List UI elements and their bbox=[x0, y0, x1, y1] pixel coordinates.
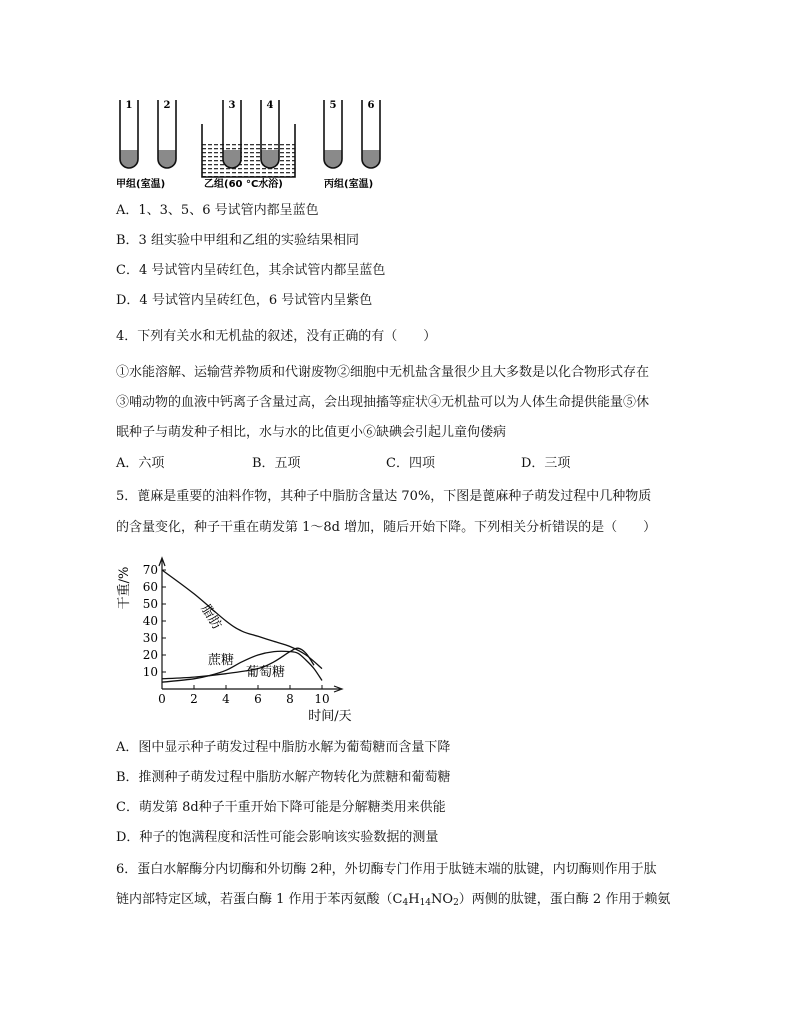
q4-option-c: C．四项 bbox=[386, 456, 435, 471]
chart-y-axis-label: 干重/% bbox=[117, 566, 132, 610]
chart-x-axis-label: 时间/天 bbox=[308, 709, 352, 724]
test-tube-5 bbox=[324, 100, 342, 168]
q3-option-c: C．4 号试管内呈砖红色，其余试管内都呈蓝色 bbox=[116, 263, 386, 278]
q6-line-2-a: 链内部特定区域，若蛋白酶 1 作用于苯丙氨酸（C bbox=[116, 892, 403, 907]
q5-stem-line-2: 的含量变化，种子干重在萌发第 1～8d 增加，随后开始下降。下列相关分析错误的是（ ） bbox=[116, 520, 657, 535]
q6-sub-1: 4 bbox=[402, 898, 409, 908]
test-tube-figure bbox=[112, 92, 402, 192]
x-tick-label: 8 bbox=[286, 692, 294, 706]
tube-number-label: 6 bbox=[367, 100, 375, 111]
test-tube-4 bbox=[261, 100, 279, 168]
q6-line-2 bbox=[116, 891, 670, 912]
q4-line-1: ①水能溶解、运输营养物质和代谢废物②细胞中无机盐含量很少且大多数是以化合物形式存在 bbox=[116, 365, 650, 380]
tube-number-label: 3 bbox=[228, 100, 236, 111]
q6-sub-2: 14 bbox=[419, 898, 432, 908]
q4-stem: 4．下列有关水和无机盐的叙述，没有正确的有（ ） bbox=[116, 329, 437, 344]
y-tick-label: 20 bbox=[142, 648, 158, 662]
x-tick-label: 6 bbox=[254, 692, 262, 706]
y-tick-label: 40 bbox=[142, 614, 158, 628]
y-tick-label: 30 bbox=[142, 631, 158, 645]
q6-line-1: 6．蛋白水解酶分内切酶和外切酶 2种，外切酶专门作用于肽链末端的肽键，内切酶则作用于肽 bbox=[116, 862, 657, 877]
q3-option-d: D．4 号试管内呈砖红色，6 号试管内呈紫色 bbox=[116, 293, 373, 308]
q4-line-2: ③哺动物的血液中钙离子含量过高，会出现抽搐等症状④无机盐可以为人体生命提供能量⑤休 bbox=[116, 395, 650, 410]
x-tick-label: 0 bbox=[158, 692, 166, 706]
tube-number-label: 1 bbox=[125, 100, 133, 111]
y-tick-label: 70 bbox=[142, 563, 158, 577]
q5-stem-line-1: 5．蓖麻是重要的油料作物，其种子中脂肪含量达 70%，下图是蓖麻种子萌发过程中几种物质 bbox=[116, 489, 652, 504]
q6-line-2-b: H bbox=[408, 892, 420, 907]
q5-option-c: C．萌发第 8d种子干重开始下降可能是分解糖类用来供能 bbox=[116, 800, 446, 815]
water-bath-beaker bbox=[202, 124, 295, 177]
group-label-jia: 甲组(室温) bbox=[116, 179, 166, 190]
y-tick-label: 60 bbox=[142, 580, 158, 594]
q5-option-a: A．图中显示种子萌发过程中脂肪水解为葡萄糖而含量下降 bbox=[116, 740, 451, 755]
group-label-bing: 丙组(室温) bbox=[324, 179, 374, 190]
y-tick-label: 10 bbox=[142, 665, 158, 679]
q6-line-2-c: NO bbox=[431, 892, 454, 907]
test-tube-3 bbox=[223, 100, 241, 168]
tube-number-label: 5 bbox=[329, 100, 337, 111]
series-label-glucose: 葡萄糖 bbox=[246, 665, 286, 680]
tube-number-label: 4 bbox=[266, 100, 274, 111]
q3-option-b: B．3 组实验中甲组和乙组的实验结果相同 bbox=[116, 233, 359, 248]
y-tick-label: 50 bbox=[142, 597, 158, 611]
test-tube-2 bbox=[158, 100, 176, 168]
q5-option-b: B．推测种子萌发过程中脂肪水解产物转化为蔗糖和葡萄糖 bbox=[116, 770, 451, 785]
test-tube-1 bbox=[120, 100, 138, 168]
q4-option-a: A．六项 bbox=[116, 456, 165, 471]
q4-line-3: 眠种子与萌发种子相比，水与水的比值更小⑥缺碘会引起儿童佝偻病 bbox=[116, 425, 507, 440]
q6-line-2-d: ）两侧的肽键，蛋白酶 2 作用于赖氨 bbox=[458, 892, 671, 907]
x-tick-label: 10 bbox=[314, 692, 330, 706]
q5-option-d: D．种子的饱满程度和活性可能会影响该实验数据的测量 bbox=[116, 830, 439, 845]
seed-germination-chart bbox=[112, 552, 382, 732]
x-tick-label: 4 bbox=[222, 692, 230, 706]
q4-option-b: B．五项 bbox=[252, 456, 301, 471]
x-tick-label: 2 bbox=[190, 692, 198, 706]
series-label-sucrose: 蔗糖 bbox=[208, 653, 235, 668]
test-tube-6 bbox=[362, 100, 380, 168]
q6-sub-3: 2 bbox=[453, 898, 459, 908]
q4-option-d: D．三项 bbox=[521, 456, 571, 471]
tube-number-label: 2 bbox=[163, 100, 171, 111]
q3-option-a: A．1、3、5、6 号试管内都呈蓝色 bbox=[116, 203, 319, 218]
group-label-yi: 乙组(60 °C水浴) bbox=[204, 179, 283, 190]
series-label-fat: 脂肪 bbox=[197, 602, 225, 633]
